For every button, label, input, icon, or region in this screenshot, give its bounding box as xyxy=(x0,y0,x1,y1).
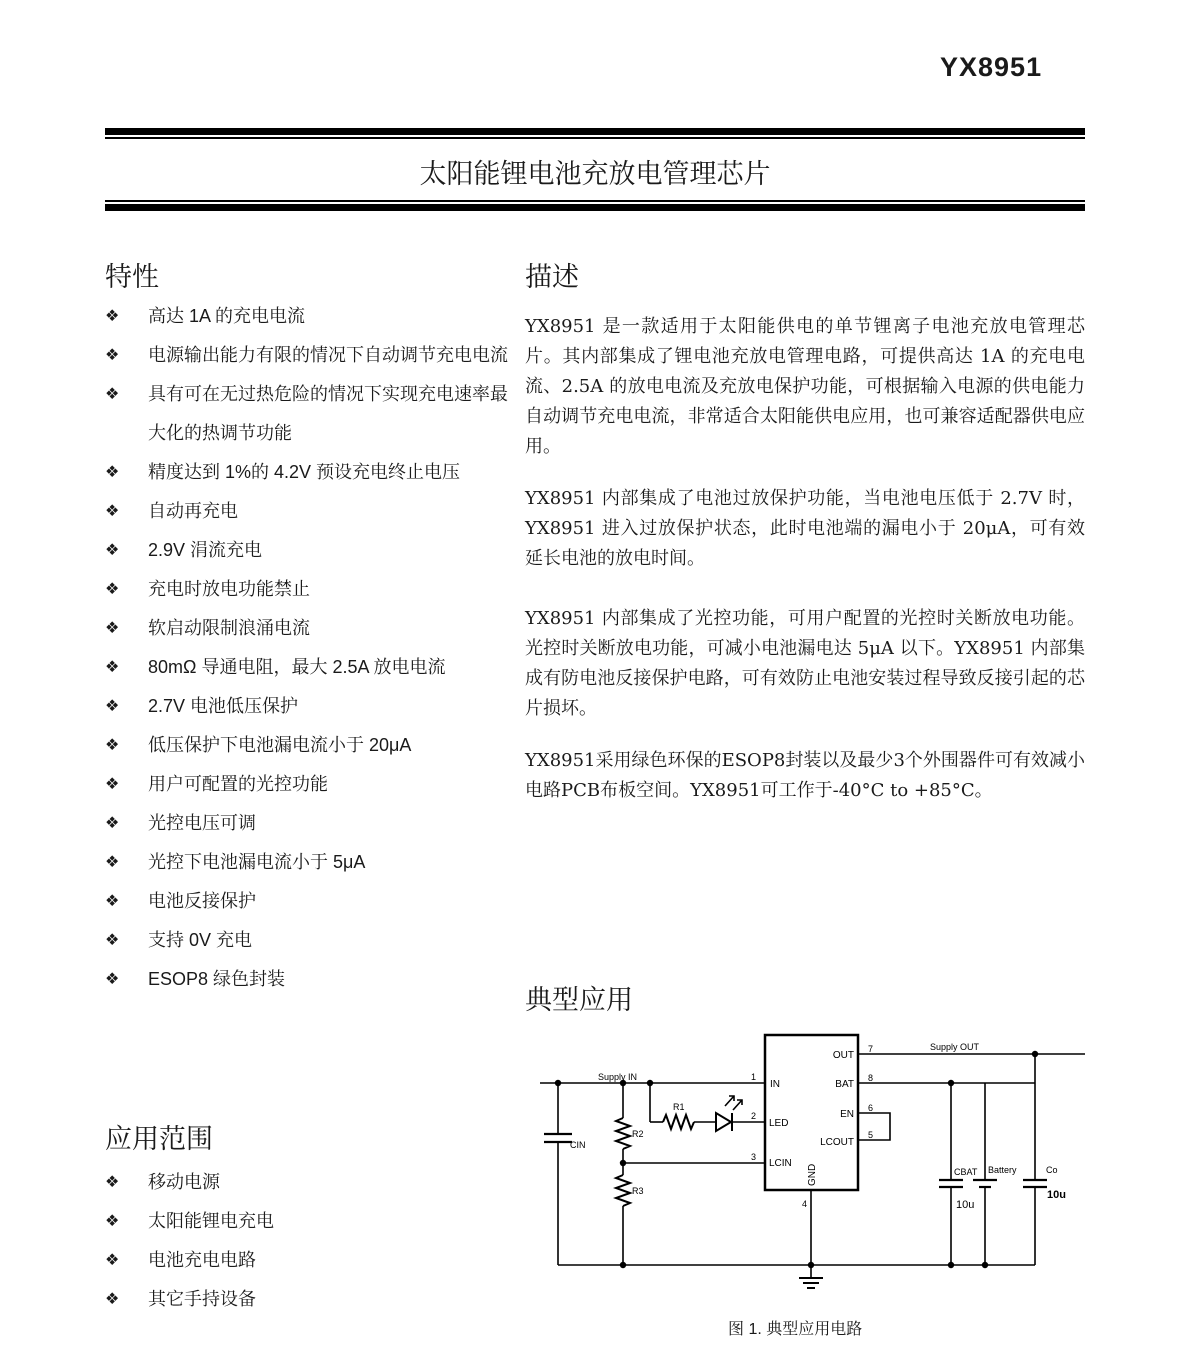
pin-number-3: 3 xyxy=(751,1152,757,1162)
bullet-icon: ❖ xyxy=(105,1174,120,1191)
bullet-icon: ❖ xyxy=(105,932,120,949)
supply-in-label: Supply IN xyxy=(598,1072,638,1082)
feature-item: ❖ 充电时放电功能禁止 xyxy=(105,570,508,609)
figure-caption: 图 1. 典型应用电路 xyxy=(728,1321,863,1338)
pin-number-4: 4 xyxy=(802,1199,808,1209)
bottom-rule-thick xyxy=(105,204,1085,211)
pin-number-2: 2 xyxy=(751,1111,757,1121)
feature-item: ❖ 精度达到 1%的 4.2V 预设充电终止电压 xyxy=(105,453,508,492)
supply-out-label: Supply OUT xyxy=(930,1042,980,1052)
pin-number-6: 6 xyxy=(868,1103,874,1113)
bullet-icon: ❖ xyxy=(105,581,120,598)
description-heading: 描述 xyxy=(525,262,579,293)
description-paragraph: YX8951 是一款适用于太阳能供电的单节锂离子电池充放电管理芯片。其内部集成了锂电池充放电管理电路，可提供高达 1A 的充电电流、2.5A 的放电电流及充放电保护功能，可根据输入电源的供电能力自动调节充电电流，非常适合太阳能供电应用，也可兼容适配器供电应用。 xyxy=(525,316,1085,457)
cbat-value: 10u xyxy=(956,1199,975,1211)
cin-label: CIN xyxy=(570,1140,586,1150)
r3-label: R3 xyxy=(632,1186,644,1196)
bullet-icon: ❖ xyxy=(105,971,120,988)
features-heading: 特性 xyxy=(105,262,159,293)
part-number: YX8951 xyxy=(940,52,1043,82)
feature-item: ❖ 2.9V 涓流充电 xyxy=(105,531,508,570)
bullet-icon: ❖ xyxy=(105,893,120,910)
bullet-icon: ❖ xyxy=(105,776,120,793)
bullet-icon: ❖ xyxy=(105,347,120,364)
bullet-icon: ❖ xyxy=(105,854,120,871)
pin-number-7: 7 xyxy=(868,1044,874,1054)
description-paragraph: YX8951 内部集成了电池过放保护功能，当电池电压低于 2.7V 时，YX8951 进入过放保护状态，此时电池端的漏电小于 20μA，可有效延长电池的放电时间。 xyxy=(525,488,1085,569)
applications-heading: 应用范围 xyxy=(105,1124,213,1155)
battery-label: Battery xyxy=(988,1165,1017,1175)
typical-application-heading: 典型应用 xyxy=(525,985,633,1016)
bullet-icon: ❖ xyxy=(105,1252,120,1269)
typical-application-schematic xyxy=(520,1030,1120,1300)
feature-item: ❖ 80mΩ 导通电阻，最大 2.5A 放电电流 xyxy=(105,648,508,687)
applications-list xyxy=(105,1163,274,1319)
description-paragraph: YX8951采用绿色环保的ESOP8封装以及最少3个外围器件可有效减小电路PCB布板空间。YX8951可工作于-40°C to +85°C。 xyxy=(525,750,1085,801)
feature-item: ❖ 低压保护下电池漏电流小于 20μA xyxy=(105,726,508,765)
bullet-icon: ❖ xyxy=(105,659,120,676)
top-rule-thin xyxy=(105,137,1085,139)
feature-item: ❖ 支持 0V 充电 xyxy=(105,921,508,960)
feature-item: ❖ 光控电压可调 xyxy=(105,804,508,843)
application-item: ❖ 电池充电电路 xyxy=(105,1241,274,1280)
bullet-icon: ❖ xyxy=(105,503,120,520)
bullet-icon: ❖ xyxy=(105,620,120,637)
feature-item: ❖ 具有可在无过热危险的情况下实现充电速率最大化的热调节功能 xyxy=(105,375,508,453)
feature-item: ❖ 用户可配置的光控功能 xyxy=(105,765,508,804)
pin-label-lcin: LCIN xyxy=(769,1158,792,1169)
application-item: ❖ 其它手持设备 xyxy=(105,1280,274,1319)
feature-item: ❖ 电池反接保护 xyxy=(105,882,508,921)
application-item: ❖ 移动电源 xyxy=(105,1163,274,1202)
features-list xyxy=(105,297,508,999)
r1-label: R1 xyxy=(673,1102,685,1112)
pin-label-en: EN xyxy=(840,1109,854,1120)
pin-number-5: 5 xyxy=(868,1130,874,1140)
pin-number-1: 1 xyxy=(751,1072,757,1082)
bullet-icon: ❖ xyxy=(105,737,120,754)
feature-item: ❖ ESOP8 绿色封装 xyxy=(105,960,508,999)
bullet-icon: ❖ xyxy=(105,308,120,325)
bullet-icon: ❖ xyxy=(105,1213,120,1230)
feature-item: ❖ 2.7V 电池低压保护 xyxy=(105,687,508,726)
description-paragraph: YX8951 内部集成了光控功能，可用户配置的光控时关断放电功能。光控时关断放电功能，可减小电池漏电达 5μA 以下。YX8951 内部集成有防电池反接保护电路，可有效防止电池安装过程导致反接引起的芯片损坏。 xyxy=(525,608,1085,719)
co-value: 10u xyxy=(1047,1189,1066,1201)
bullet-icon: ❖ xyxy=(105,386,120,403)
pin-label-bat: BAT xyxy=(835,1079,854,1090)
pin-number-8: 8 xyxy=(868,1073,874,1083)
bullet-icon: ❖ xyxy=(105,815,120,832)
co-label: Co xyxy=(1046,1165,1058,1175)
pin-label-in: IN xyxy=(770,1079,780,1090)
bullet-icon: ❖ xyxy=(105,464,120,481)
top-rule-thick xyxy=(105,128,1085,135)
feature-item: ❖ 光控下电池漏电流小于 5μA xyxy=(105,843,508,882)
bottom-rule-thin xyxy=(105,200,1085,202)
bullet-icon: ❖ xyxy=(105,1291,120,1308)
feature-item: ❖ 软启动限制浪涌电流 xyxy=(105,609,508,648)
application-item: ❖ 太阳能锂电充电 xyxy=(105,1202,274,1241)
pin-label-out: OUT xyxy=(832,1050,854,1061)
document-title: 太阳能锂电池充放电管理芯片 xyxy=(419,159,771,190)
feature-item: ❖ 高达 1A 的充电电流 xyxy=(105,297,508,336)
pin-label-led: LED xyxy=(769,1118,789,1129)
feature-item: ❖ 自动再充电 xyxy=(105,492,508,531)
pin-label-gnd: GND xyxy=(807,1163,818,1186)
pin-label-lcout: LCOUT xyxy=(820,1137,854,1148)
bullet-icon: ❖ xyxy=(105,542,120,559)
bullet-icon: ❖ xyxy=(105,698,120,715)
feature-item: ❖ 电源输出能力有限的情况下自动调节充电电流 xyxy=(105,336,508,375)
cbat-label: CBAT xyxy=(954,1167,978,1177)
r2-label: R2 xyxy=(632,1129,644,1139)
